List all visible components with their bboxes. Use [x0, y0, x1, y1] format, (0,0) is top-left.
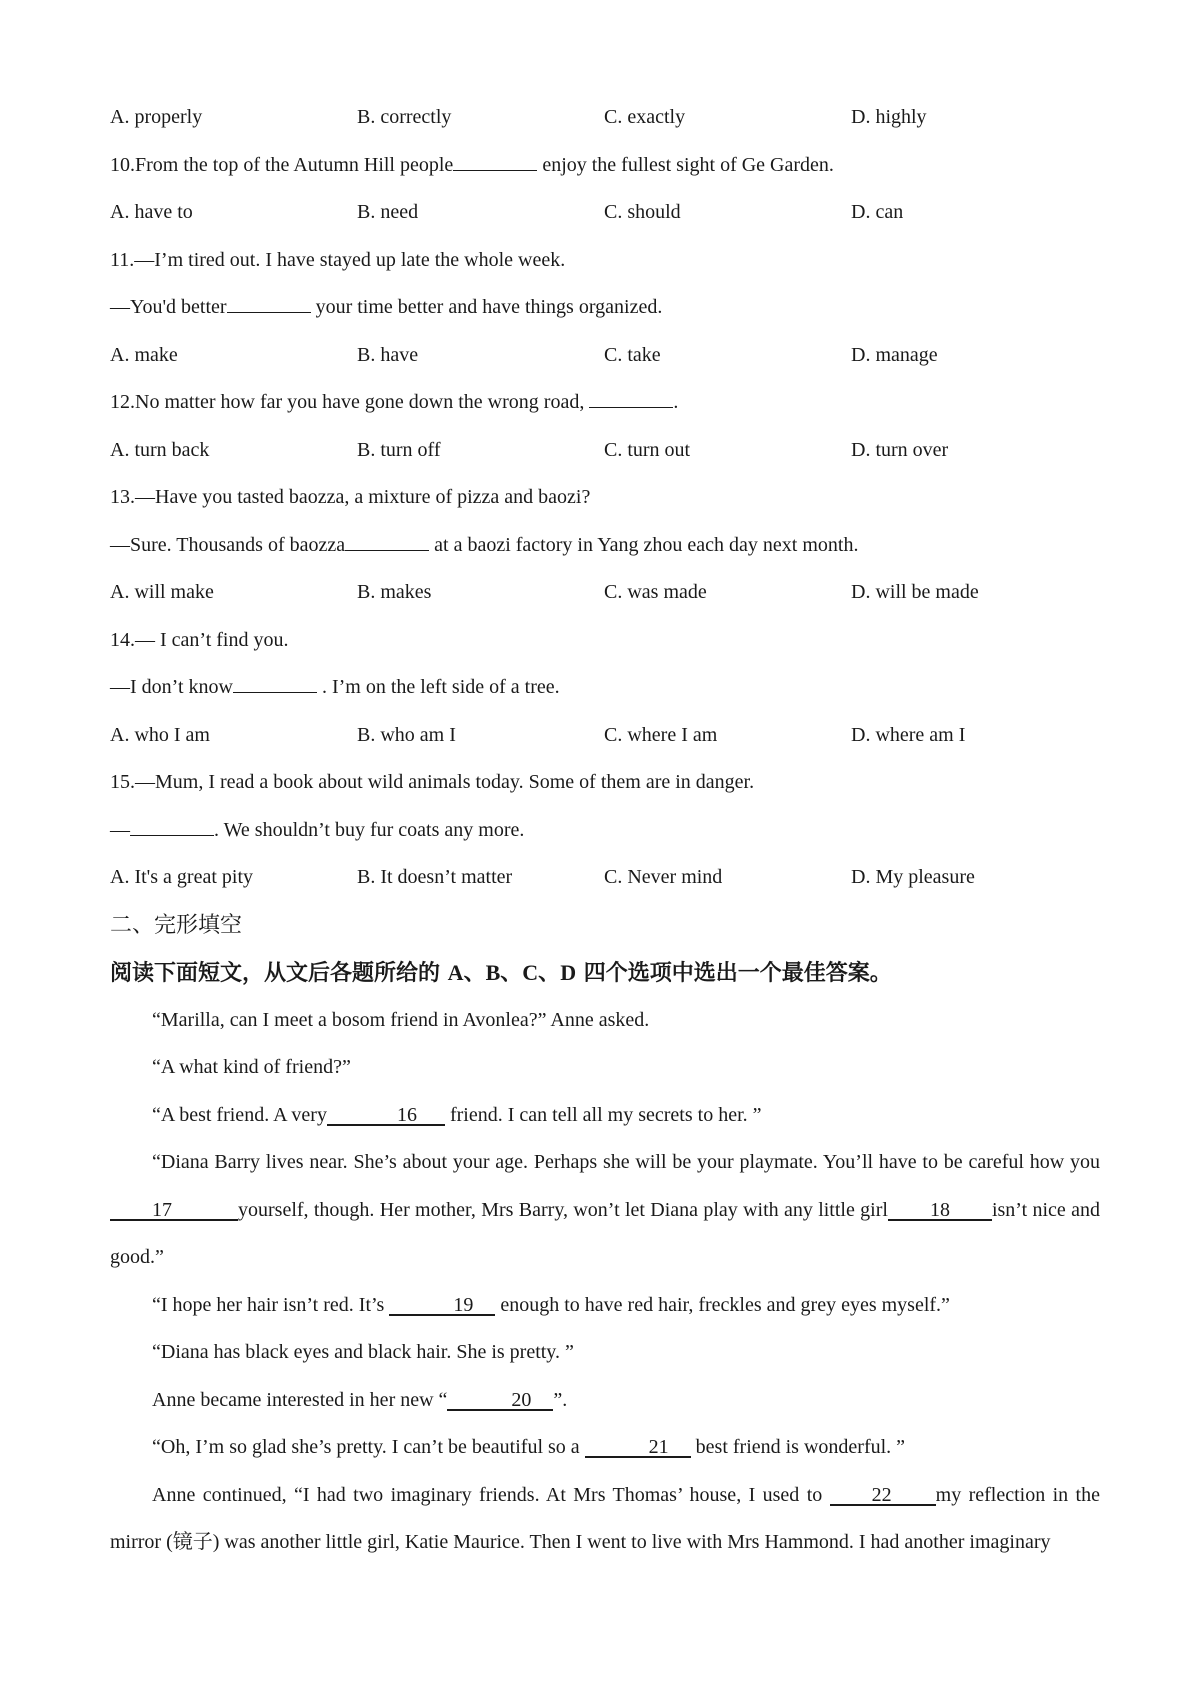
q12-stem [110, 379, 1100, 427]
passage-paragraph-3 [110, 1092, 1100, 1140]
inst-part-1: 阅读下面短文，从文后各题所给的 [110, 961, 448, 986]
q13-option-a[interactable]: A. will make [110, 581, 214, 603]
q11-line2 [110, 284, 1100, 332]
q13-option-b[interactable]: B. makes [357, 581, 432, 603]
p4-text-c: isn’t nice and good.” [110, 1198, 1101, 1268]
q11-blank [227, 292, 311, 313]
inst-sep-3: 、 [538, 961, 561, 986]
q9-options [110, 94, 1100, 142]
q10-options [110, 189, 1100, 237]
inst-sep-2: 、 [500, 961, 523, 986]
inst-letter-b: B [485, 960, 501, 985]
blank-17: 17 [110, 1199, 238, 1221]
q12-blank [589, 387, 673, 408]
q14-option-d[interactable]: D. where am I [851, 723, 966, 746]
passage-paragraph-9 [110, 1472, 1100, 1567]
inst-sep-1: 、 [463, 961, 486, 986]
q9-option-a[interactable]: A. properly [110, 106, 203, 128]
q12-text-after: . [673, 391, 679, 413]
q13-text-before: —Sure. Thousands of baozza [110, 533, 346, 556]
passage-paragraph-8 [110, 1424, 1100, 1472]
q12-option-c[interactable]: C. turn out [604, 438, 691, 461]
q13-line1: 13.—Have you tasted baozza, a mixture of pizza and baozi? [110, 486, 591, 508]
q9-option-c[interactable]: C. exactly [604, 106, 686, 128]
q12-option-b[interactable]: B. turn off [357, 438, 441, 461]
q15-text-before: — [110, 818, 130, 841]
q14-line1: 14.— I can’t find you. [110, 628, 289, 651]
q14-option-a[interactable]: A. who I am [110, 723, 210, 746]
p5-text-after: enough to have red hair, freckles and grey eyes myself.” [495, 1293, 950, 1316]
q12-option-a[interactable]: A. turn back [110, 438, 210, 461]
inst-part-2: 四个选项中选出一个最佳答案。 [576, 961, 892, 986]
q10-option-c[interactable]: C. should [604, 201, 681, 223]
blank-22: 22 [830, 1484, 936, 1506]
p9-text-b: my reflection in the mirror (镜子) was another little girl, Katie Maurice. Then I went to live with Mrs Hammond. I had another imaginary [110, 1483, 1100, 1553]
q15-option-d[interactable]: D. My pleasure [851, 866, 975, 888]
q12-option-d[interactable]: D. turn over [851, 438, 949, 461]
exam-page [110, 94, 1100, 1567]
q14-text-before: —I don’t know [110, 676, 233, 698]
q11-text-after: your time better and have things organized. [310, 296, 663, 318]
q13-option-c[interactable]: C. was made [604, 581, 707, 603]
passage-paragraph-1: “Marilla, can I meet a bosom friend in Avonlea?” Anne asked. [152, 1008, 650, 1031]
q10-option-d[interactable]: D. can [851, 201, 904, 223]
q11-option-c[interactable]: C. take [604, 343, 661, 366]
p7-text-before: Anne became interested in her new “ [152, 1388, 448, 1411]
q14-option-b[interactable]: B. who am I [357, 723, 456, 746]
passage-paragraph-7 [110, 1377, 1100, 1425]
p3-text-before: “A best friend. A very [152, 1103, 327, 1126]
section-heading: 二、完形填空 [110, 912, 243, 938]
q12-text-before: 12.No matter how far you have gone down the wrong road, [110, 391, 590, 413]
blank-18: 18 [888, 1199, 992, 1221]
q10-text-before: 10.From the top of the Autumn Hill people [110, 153, 454, 176]
q11-option-d[interactable]: D. manage [851, 343, 938, 366]
q14-option-c[interactable]: C. where I am [604, 723, 718, 746]
q10-option-b[interactable]: B. need [357, 201, 419, 223]
passage-paragraph-2: “A what kind of friend?” [152, 1056, 351, 1078]
q15-line2 [110, 807, 1100, 855]
q15-option-c[interactable]: C. Never mind [604, 866, 723, 888]
q11-option-b[interactable]: B. have [357, 343, 419, 366]
q13-text-after: at a baozi factory in Yang zhou each day next month. [429, 533, 859, 556]
q13-blank [345, 530, 429, 551]
q11-text-before: —You'd better [110, 296, 227, 318]
q13-option-d[interactable]: D. will be made [851, 581, 979, 603]
q13-options [110, 569, 1100, 617]
p3-text-after: friend. I can tell all my secrets to her. ” [444, 1103, 762, 1126]
q15-option-b[interactable]: B. It doesn’t matter [357, 866, 513, 888]
q12-options [110, 427, 1100, 475]
blank-20: 20 [447, 1389, 553, 1411]
q14-text-after: . I’m on the left side of a tree. [316, 676, 560, 698]
q10-stem [110, 142, 1100, 190]
q15-options [110, 854, 1100, 902]
q11-options [110, 332, 1100, 380]
q10-option-a[interactable]: A. have to [110, 201, 193, 223]
section-instructions [110, 949, 1100, 997]
q14-options [110, 712, 1100, 760]
inst-letter-a: A [447, 960, 464, 985]
p7-text-after: ”. [553, 1388, 568, 1411]
q15-blank [130, 815, 214, 836]
p9-text-a: Anne continued, “I had two imaginary friends. At Mrs Thomas’ house, I used to [152, 1483, 830, 1506]
p8-text-after: best friend is wonderful. ” [690, 1436, 906, 1458]
p4-text-b: yourself, though. Her mother, Mrs Barry, won’t let Diana play with any little girl [238, 1198, 888, 1221]
q14-line2 [110, 664, 1100, 712]
q15-text-after: . We shouldn’t buy fur coats any more. [214, 818, 525, 841]
blank-21: 21 [585, 1436, 691, 1458]
passage-paragraph-5 [110, 1282, 1100, 1330]
q11-line1: 11.—I’m tired out. I have stayed up late the whole week. [110, 248, 566, 271]
p4-text-a: “Diana Barry lives near. She’s about your age. Perhaps she will be your playmate. You’ll have to be careful how you [152, 1151, 1100, 1173]
inst-letter-d: D [560, 960, 577, 985]
q15-line1: 15.—Mum, I read a book about wild animals today. Some of them are in danger. [110, 771, 755, 793]
q9-option-b[interactable]: B. correctly [357, 106, 452, 128]
q11-option-a[interactable]: A. make [110, 343, 178, 366]
q10-blank [453, 150, 537, 171]
q9-option-d[interactable]: D. highly [851, 106, 927, 128]
blank-19: 19 [389, 1294, 495, 1316]
inst-letter-c: C [522, 960, 539, 985]
q13-line2 [110, 522, 1100, 570]
passage-paragraph-4 [110, 1139, 1100, 1282]
passage-paragraph-6: “Diana has black eyes and black hair. She is pretty. ” [152, 1341, 574, 1363]
q14-blank [233, 672, 317, 693]
p5-text-before: “I hope her hair isn’t red. It’s [152, 1293, 390, 1316]
q10-text-after: enjoy the fullest sight of Ge Garden. [537, 153, 834, 176]
p8-text-before: “Oh, I’m so glad she’s pretty. I can’t be beautiful so a [152, 1436, 585, 1458]
q15-option-a[interactable]: A. It's a great pity [110, 866, 254, 888]
blank-16: 16 [327, 1104, 445, 1126]
